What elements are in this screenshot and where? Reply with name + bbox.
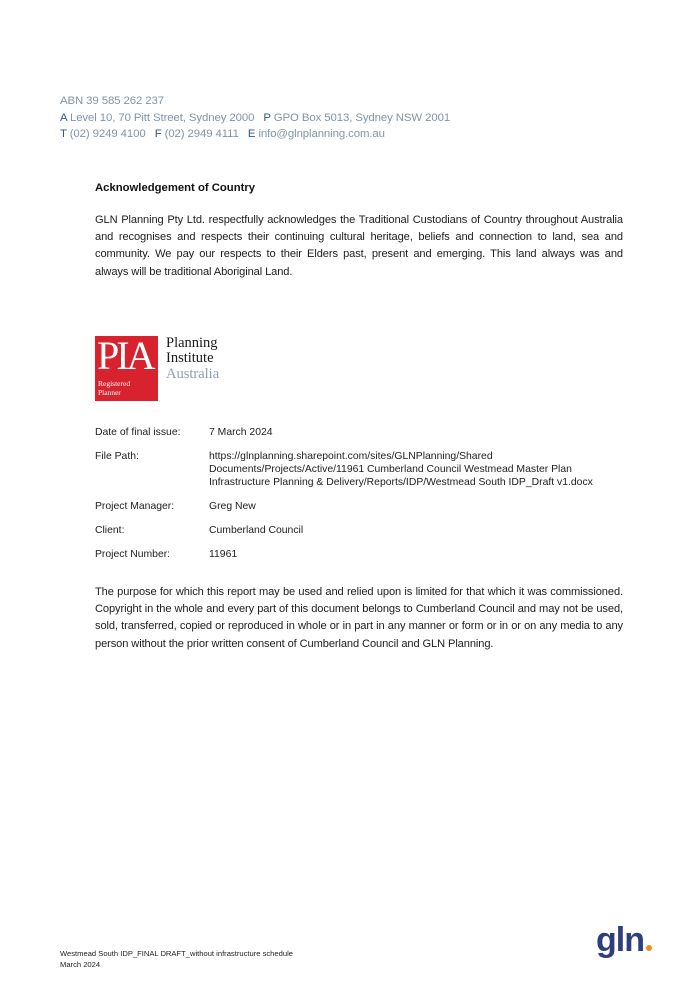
detail-label: Date of final issue: — [95, 427, 181, 438]
abn-text: ABN 39 585 262 237 — [60, 95, 164, 107]
pia-badge-text — [98, 380, 156, 397]
footer-date: March 2024 — [60, 960, 101, 969]
detail-row — [95, 525, 635, 538]
email-link[interactable]: info@glnplanning.com.au — [258, 128, 385, 140]
page-footer — [60, 948, 293, 970]
pia-badge-line1: Registered — [98, 379, 131, 388]
detail-row — [95, 549, 635, 562]
po-label: P — [263, 111, 271, 124]
pia-word-planning: Planning — [166, 335, 218, 351]
acknowledgement-title: Acknowledgement of Country — [95, 182, 256, 194]
address-label: A — [60, 111, 67, 124]
detail-value: Greg New — [209, 500, 256, 512]
detail-label: Client: — [95, 525, 125, 537]
detail-value: 7 March 2024 — [209, 427, 273, 438]
pia-word-institute: Institute — [166, 350, 214, 367]
pia-registered-planner-logo — [95, 333, 225, 402]
fax-label: F — [154, 128, 162, 140]
gln-logo-text: gln — [596, 921, 644, 959]
address-text: Level 10, 70 Pitt Street, Sydney 2000 — [69, 111, 255, 124]
gln-logo-dot — [646, 945, 652, 951]
acknowledgement-body: GLN Planning Pty Ltd. respectfully acknowledges the Traditional Custodians of Country throughout Australia and recognises and respects their continuing cultural heritage, beliefs and connection to land, sea and community. We pay our respects to their Elders past, present and emerging. This land always was and always will be traditional Aboriginal Land. — [95, 214, 623, 278]
detail-value: 11961 — [209, 549, 238, 561]
detail-row — [95, 501, 635, 514]
pia-badge-line2: Planner — [98, 387, 121, 397]
phone-line — [60, 126, 450, 143]
detail-row — [95, 427, 635, 440]
pia-wordmark — [166, 336, 219, 382]
po-box-text: GPO Box 5013, Sydney NSW 2001 — [273, 111, 451, 124]
contact-block — [60, 93, 450, 143]
gln-logo — [596, 920, 652, 960]
footer-document-name: Westmead South IDP_FINAL DRAFT_without infrastructure schedule — [60, 949, 293, 958]
phone-text: (02) 9249 4100 — [69, 128, 146, 140]
pia-word-australia: Australia — [166, 365, 220, 382]
fax-text: (02) 2949 4111 — [164, 128, 239, 140]
detail-value: Cumberland Council — [209, 525, 304, 537]
detail-label: Project Number: — [95, 549, 171, 561]
pia-red-badge — [95, 333, 158, 401]
abn-line — [60, 93, 450, 110]
address-line — [60, 110, 450, 127]
purpose-statement: The purpose for which this report may be used and relied upon is limited for that which it was commissioned. Copyright in the whole and every part of this document belongs to Cumberland Council and may not be used, sold, transferred, copied or reproduced in whole or in part in any manner or form or in or on any media to any person without the prior written consent of Cumberland Council and GLN Planning. — [95, 586, 623, 650]
detail-row — [95, 451, 635, 489]
pia-letters: PIA — [97, 333, 153, 378]
email-label: E — [247, 128, 256, 140]
phone-label: T — [60, 128, 67, 140]
detail-label: File Path: — [95, 451, 139, 463]
file-path-link[interactable]: https://glnplanning.sharepoint.com/sites/GLNPlanning/Shared Documents/Projects/Active/11961 Cumberland Council Westmead Master Plan Infrastructure Planning & Delivery/Reports/IDP/Westmead South IDP_Draft v1.docx — [209, 451, 593, 488]
detail-label: Project Manager: — [95, 500, 175, 512]
document-details — [95, 427, 635, 573]
